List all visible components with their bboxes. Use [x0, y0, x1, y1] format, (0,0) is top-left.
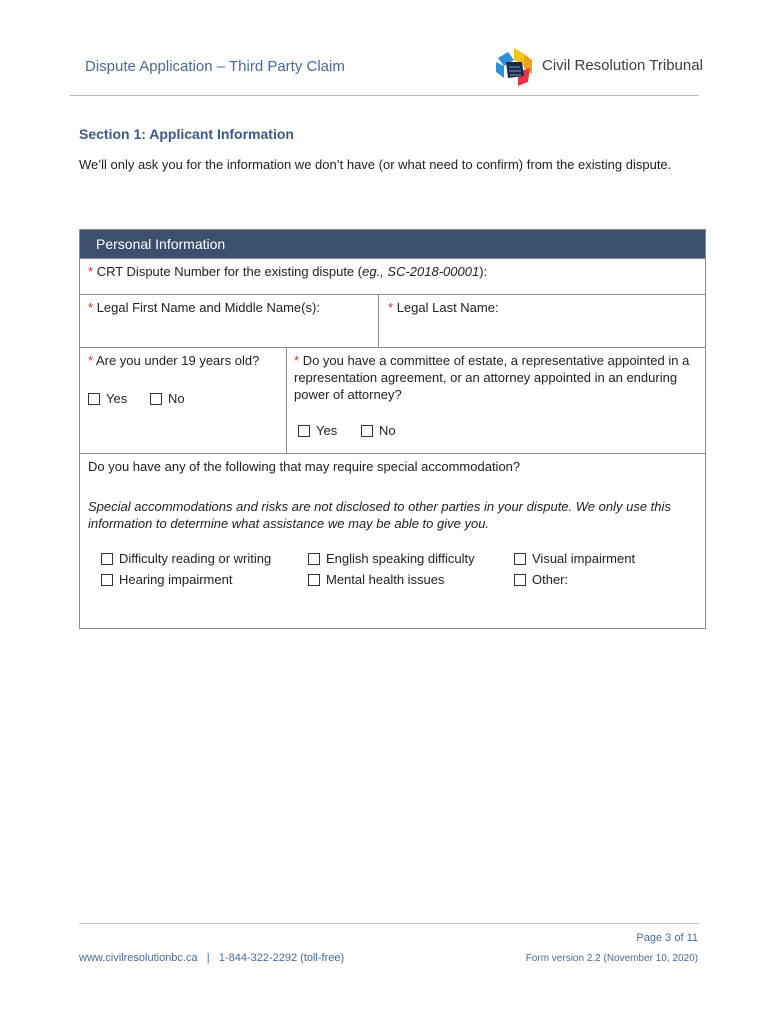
checkbox-icon — [514, 553, 526, 565]
header-divider — [70, 95, 699, 96]
committee-yes-checkbox[interactable]: Yes — [298, 423, 337, 438]
checkbox-icon — [101, 574, 113, 586]
form-header-title: Personal Information — [96, 236, 226, 252]
footer-divider — [79, 923, 699, 924]
document-title: Dispute Application – Third Party Claim — [85, 58, 345, 75]
form-version: Form version 2.2 (November 10, 2020) — [525, 953, 698, 964]
personal-information-form — [79, 229, 706, 629]
dispute-number-field[interactable] — [80, 258, 705, 294]
accommodation-english-checkbox[interactable]: English speaking difficulty — [308, 551, 475, 566]
phone-number: 1-844-322-2292 (toll-free) — [218, 952, 345, 964]
checkbox-icon — [308, 574, 320, 586]
footer-separator: | — [206, 952, 210, 964]
capacity-row — [80, 347, 705, 454]
dispute-number-label: * CRT Dispute Number for the existing dispute (eg., SC-2018-00001): — [88, 264, 488, 279]
under19-no-checkbox[interactable]: No — [150, 391, 185, 406]
footer-contact — [79, 952, 344, 964]
under19-yes-checkbox[interactable]: Yes — [88, 391, 127, 406]
accommodation-visual-checkbox[interactable]: Visual impairment — [514, 551, 635, 566]
page-number: Page 3 of 11 — [636, 932, 698, 944]
last-name-label: * Legal Last Name: — [388, 300, 499, 315]
accommodation-question: Do you have any of the following that may require special accommodation? — [88, 459, 521, 474]
accommodation-row — [80, 453, 705, 628]
accommodation-other-checkbox[interactable]: Other: — [514, 572, 568, 587]
checkbox-icon — [361, 425, 373, 437]
org-name: Civil Resolution Tribunal — [542, 57, 703, 74]
section-intro: We’ll only ask you for the information we don’t have (or what need to confirm) from the existing dispute. — [79, 157, 672, 172]
column-divider — [286, 348, 287, 454]
checkbox-icon — [88, 393, 100, 405]
checkbox-icon — [514, 574, 526, 586]
crt-logo-icon — [494, 46, 534, 88]
accommodation-hearing-checkbox[interactable]: Hearing impairment — [101, 572, 232, 587]
committee-label: * Do you have a committee of estate, a representative appointed in a representation agreement, or an attorney appointed in an enduring power of attorney? — [294, 353, 690, 402]
section-title: Section 1: Applicant Information — [79, 126, 294, 142]
checkbox-icon — [150, 393, 162, 405]
accommodation-reading-checkbox[interactable]: Difficulty reading or writing — [101, 551, 271, 566]
checkbox-icon — [101, 553, 113, 565]
last-name-field[interactable] — [379, 312, 705, 346]
checkbox-icon — [298, 425, 310, 437]
first-name-field[interactable] — [80, 312, 378, 346]
first-name-label: * Legal First Name and Middle Name(s): — [88, 300, 320, 315]
form-header — [80, 230, 705, 258]
committee-no-checkbox[interactable]: No — [361, 423, 396, 438]
checkbox-icon — [308, 553, 320, 565]
accommodation-note: Special accommodations and risks are not disclosed to other parties in your dispute. We only use this information to determine what assistance we may be able to give you. — [88, 499, 671, 531]
website-link[interactable]: www.civilresolutionbc.ca — [79, 952, 198, 964]
under19-label: * Are you under 19 years old? — [88, 353, 260, 368]
accommodation-mental-health-checkbox[interactable]: Mental health issues — [308, 572, 445, 587]
